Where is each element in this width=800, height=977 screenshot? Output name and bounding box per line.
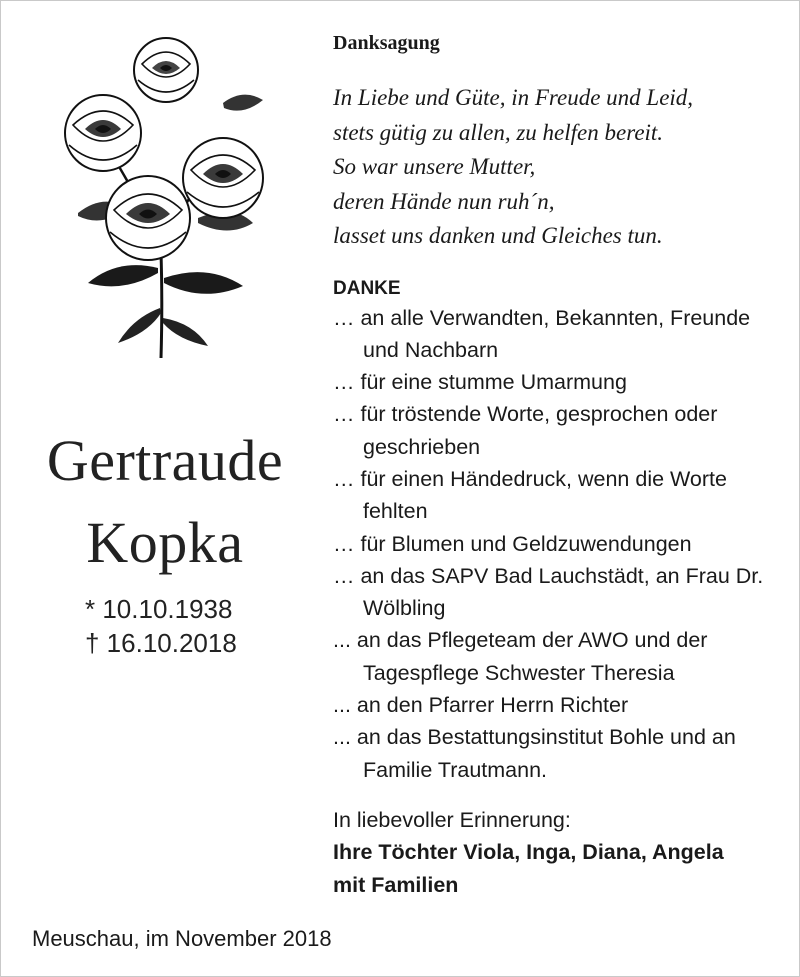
danke-heading: DANKE (333, 277, 401, 299)
thanks-column (333, 32, 783, 902)
poem (333, 81, 783, 254)
memory-line: In liebevoller Erinnerung: (333, 807, 571, 832)
thanks-item: … an alle Verwandten, Bekannten, Freunde und Nachbarn (333, 305, 751, 362)
deceased-last-name: Kopka (86, 510, 244, 575)
thanks-item: … an das SAPV Bad Lauchstädt, an Frau Dr. Wölbling (333, 563, 764, 621)
poem-line: So war unsere Mutter, (333, 154, 536, 179)
birth-date: * 10.10.1938 (85, 594, 233, 624)
thanks-item: ... an das Bestattungsinstitut Bohle und an Familie Trautmann. (333, 725, 736, 782)
poem-line: lasset uns danken und Gleiches tun. (333, 223, 663, 248)
signature-families: mit Familien (333, 872, 459, 897)
poem-line: In Liebe und Güte, in Freude und Leid, (333, 85, 694, 110)
roses-illustration-icon (48, 28, 278, 363)
notice-title: Danksagung (333, 32, 440, 54)
thanks-list (333, 302, 783, 786)
thanks-item: … für eine stumme Umarmung (333, 370, 627, 395)
death-date: † 16.10.2018 (85, 628, 237, 658)
thanks-item: … für tröstende Worte, gesprochen oder geschrieben (333, 402, 718, 459)
thanks-item: … für Blumen und Geldzuwendungen (333, 531, 692, 556)
poem-line: stets gütig zu allen, zu helfen bereit. (333, 119, 664, 145)
thanks-item: … für einen Händedruck, wenn die Worte fehlten (333, 466, 727, 524)
thanks-item: ... an den Pfarrer Herrn Richter (333, 693, 629, 718)
poem-line: deren Hände nun ruh´n, (333, 188, 555, 214)
deceased-first-name: Gertraude (46, 428, 284, 493)
signature-daughters: Ihre Töchter Viola, Inga, Diana, Angela (333, 839, 724, 864)
thanks-item: ... an das Pflegeteam der AWO und der Tagespflege Schwester Theresia (333, 628, 708, 685)
place-date: Meuschau, im November 2018 (32, 926, 332, 951)
